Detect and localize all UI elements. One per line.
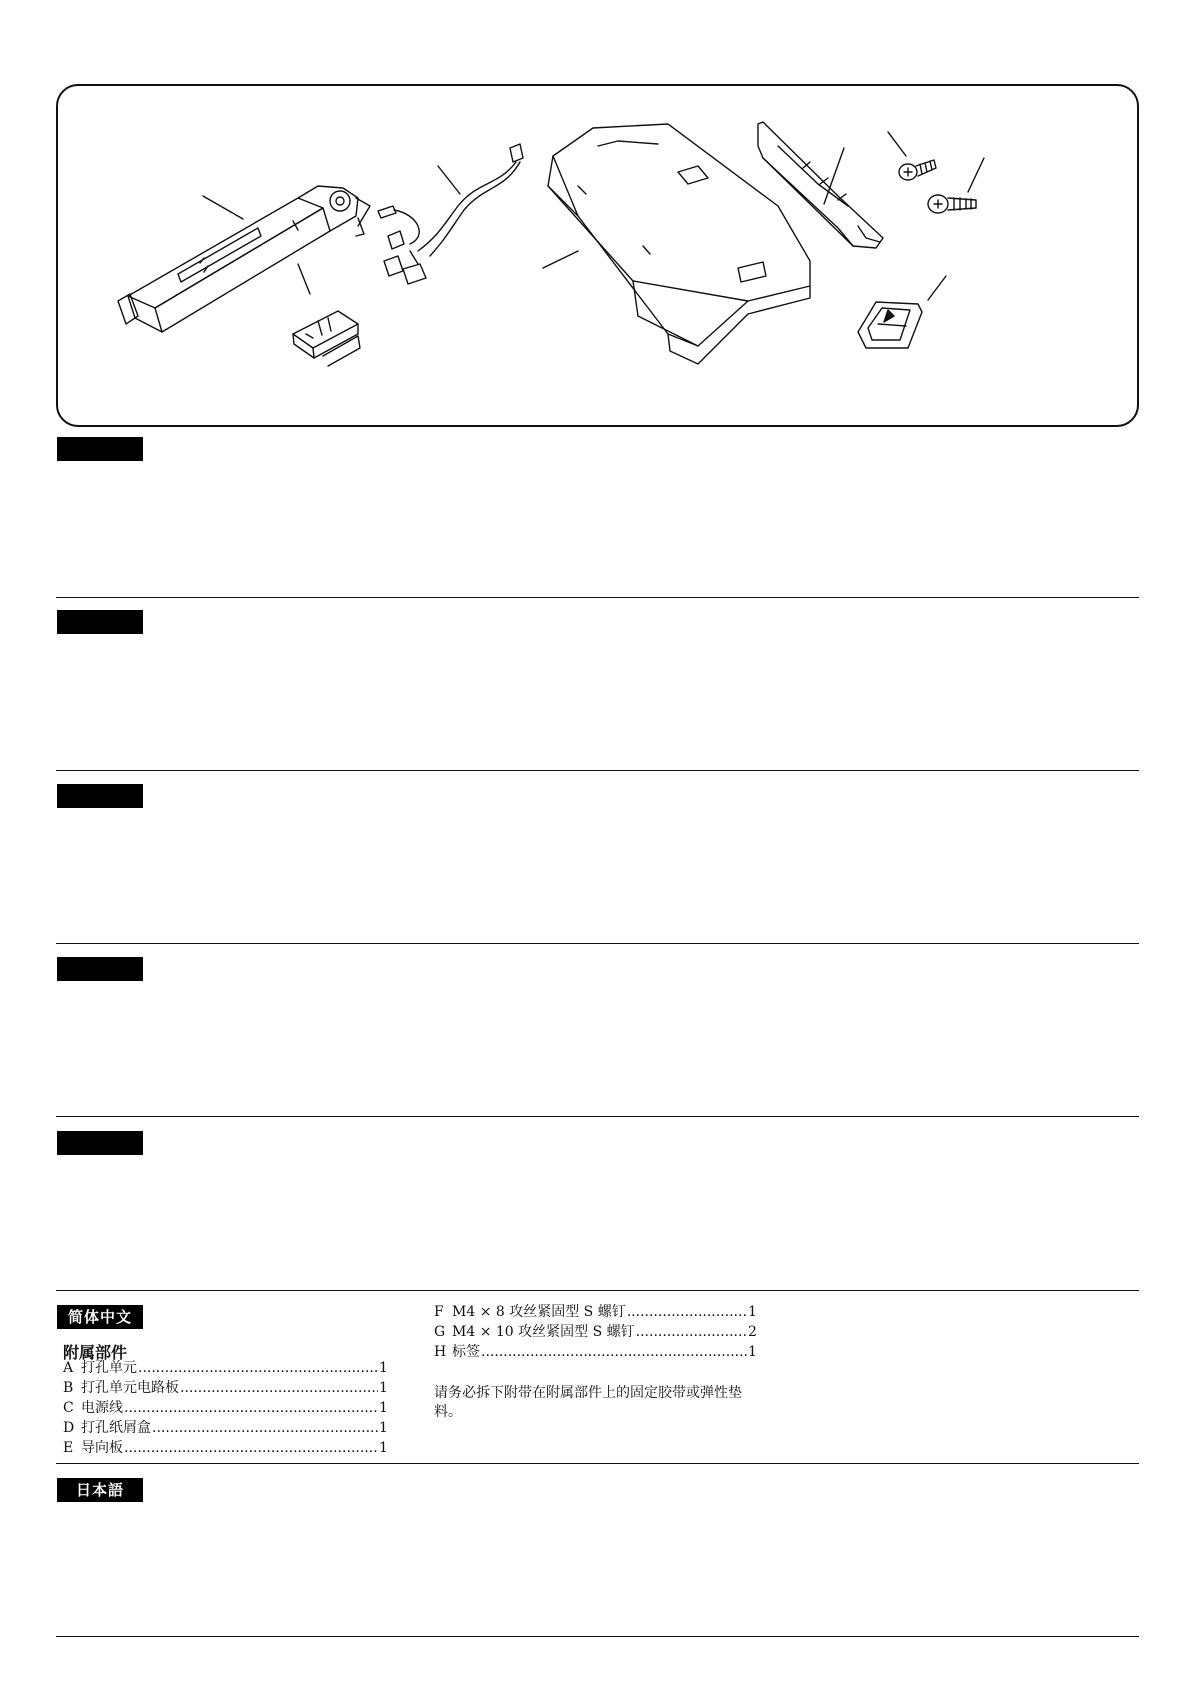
part-qty: 1 bbox=[379, 1400, 388, 1416]
part-row-c bbox=[63, 1398, 387, 1418]
part-row-g bbox=[434, 1322, 756, 1342]
waste-box-drawing bbox=[543, 124, 810, 364]
part-qty: 1 bbox=[748, 1304, 757, 1320]
tape-removal-note: 请务必拆下附带在附属部件上的固定胶带或弹性垫料。 bbox=[434, 1385, 742, 1420]
leader-dots bbox=[124, 1438, 378, 1458]
screw-f-drawing bbox=[888, 132, 936, 180]
part-name: 打孔纸屑盒 bbox=[81, 1420, 151, 1436]
leader-dots bbox=[481, 1342, 747, 1362]
part-name: 打孔单元电路板 bbox=[81, 1380, 179, 1396]
part-name: M4 × 10 攻丝紧固型 S 螺钉 bbox=[452, 1324, 635, 1340]
part-qty: 1 bbox=[748, 1344, 757, 1360]
part-row-e bbox=[63, 1438, 387, 1458]
part-row-a bbox=[63, 1358, 387, 1378]
part-qty: 1 bbox=[379, 1360, 388, 1376]
accessories-heading: 附属部件 bbox=[63, 1343, 128, 1362]
part-letter: B bbox=[63, 1380, 74, 1396]
language-tag-simplified-chinese: 简体中文 bbox=[57, 1305, 143, 1329]
section-divider-1 bbox=[56, 597, 1139, 598]
language-tag-5 bbox=[57, 1131, 143, 1155]
part-name: 电源线 bbox=[81, 1400, 123, 1416]
part-letter: C bbox=[63, 1400, 74, 1416]
section-divider-3 bbox=[56, 943, 1139, 944]
part-row-h bbox=[434, 1342, 756, 1362]
part-qty: 1 bbox=[379, 1380, 388, 1396]
part-name: 标签 bbox=[452, 1344, 480, 1360]
parts-list-right bbox=[434, 1302, 756, 1362]
part-row-d bbox=[63, 1418, 387, 1438]
part-qty: 1 bbox=[379, 1420, 388, 1436]
section-divider-6 bbox=[56, 1463, 1139, 1464]
language-tag-4 bbox=[57, 957, 143, 981]
part-letter: D bbox=[63, 1420, 75, 1436]
punch-pcb-drawing bbox=[293, 264, 360, 366]
power-cord-drawing bbox=[378, 144, 523, 284]
language-tag-2 bbox=[57, 610, 143, 634]
section-divider-5 bbox=[56, 1290, 1139, 1291]
part-name: 导向板 bbox=[81, 1440, 123, 1456]
parts-illustration bbox=[56, 84, 1139, 427]
leader-dots bbox=[180, 1378, 378, 1398]
part-letter: A bbox=[63, 1360, 74, 1376]
part-name: 打孔单元 bbox=[81, 1360, 137, 1376]
language-tag-1 bbox=[57, 437, 143, 461]
label-drawing bbox=[858, 276, 946, 348]
part-qty: 2 bbox=[748, 1324, 757, 1340]
part-letter: E bbox=[63, 1440, 74, 1456]
guide-plate-drawing bbox=[758, 122, 883, 248]
language-tag-3 bbox=[57, 784, 143, 808]
part-letter: G bbox=[434, 1324, 446, 1340]
leader-dots bbox=[152, 1418, 378, 1438]
screw-g-drawing bbox=[928, 158, 984, 213]
punch-unit-drawing bbox=[118, 186, 370, 332]
part-name: M4 × 8 攻丝紧固型 S 螺钉 bbox=[452, 1304, 626, 1320]
part-qty: 1 bbox=[379, 1440, 388, 1456]
part-row-f bbox=[434, 1302, 756, 1322]
leader-dots bbox=[636, 1322, 747, 1342]
part-row-b bbox=[63, 1378, 387, 1398]
section-divider-4 bbox=[56, 1116, 1139, 1117]
leader-dots bbox=[138, 1358, 378, 1378]
leader-dots bbox=[627, 1302, 747, 1322]
section-divider-2 bbox=[56, 770, 1139, 771]
leader-dots bbox=[124, 1398, 378, 1418]
part-letter: H bbox=[434, 1344, 447, 1360]
language-tag-japanese: 日本語 bbox=[57, 1478, 143, 1502]
part-letter: F bbox=[434, 1304, 444, 1320]
section-divider-7 bbox=[56, 1636, 1139, 1637]
parts-list-left bbox=[63, 1358, 387, 1458]
